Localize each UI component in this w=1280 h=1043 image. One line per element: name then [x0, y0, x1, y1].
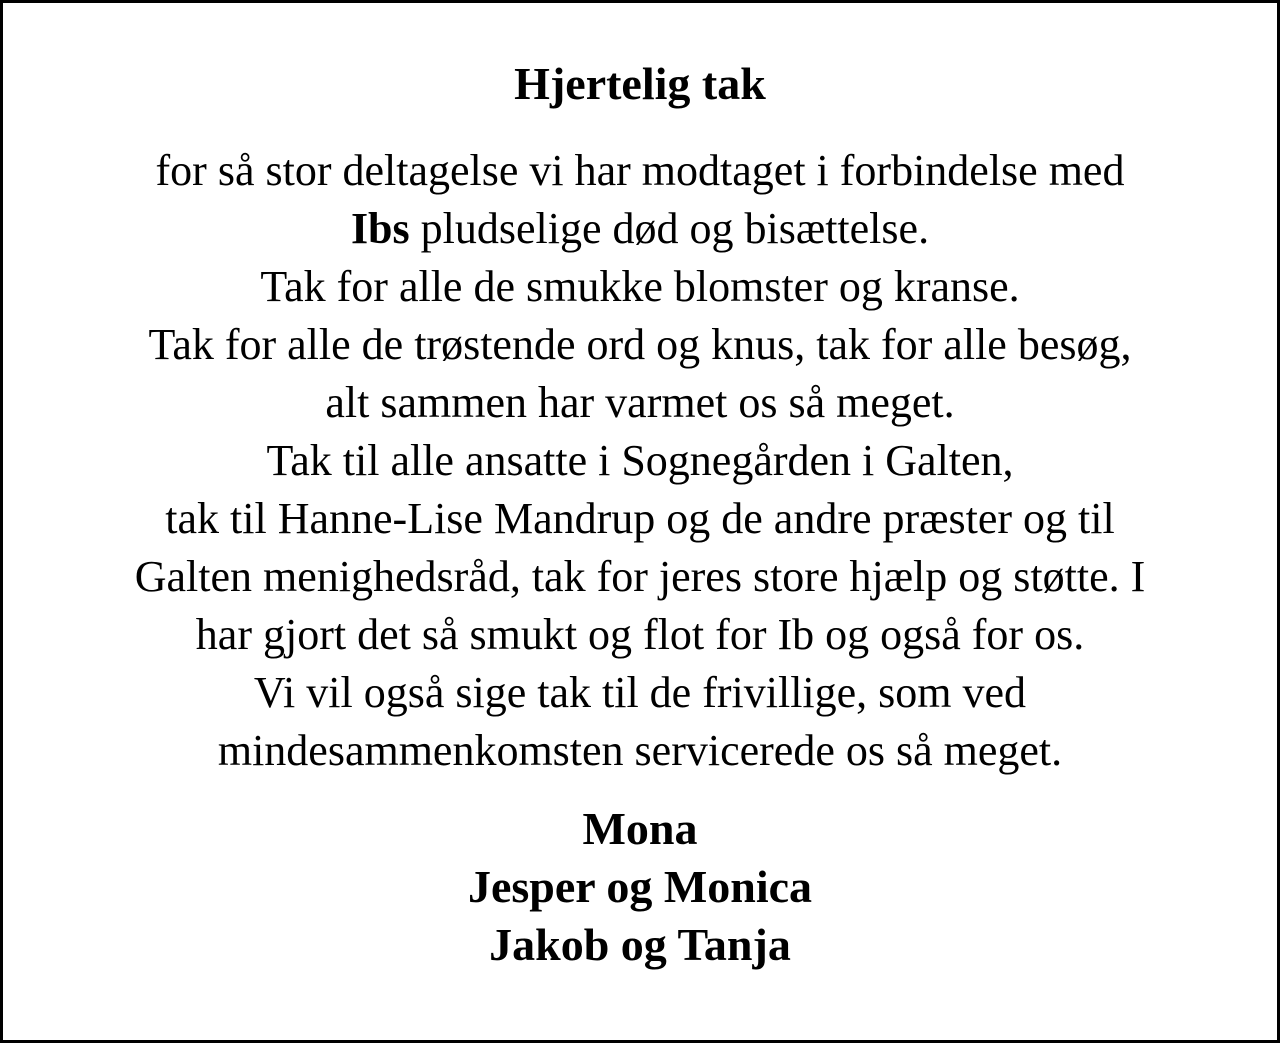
- body-line: mindesammenkomsten servicerede os så meget.: [217, 726, 1063, 775]
- body-line-rest: pludselige død og bisættelse.: [409, 204, 930, 253]
- body-line: Galten menighedsråd, tak for jeres store hjælp og støtte. I: [134, 552, 1146, 601]
- body-line: Tak for alle de smukke blomster og kranse.: [260, 262, 1020, 311]
- body-line: alt sammen har varmet os så meget.: [325, 378, 955, 427]
- body-line: har gjort det så smukt og flot for Ib og også for os.: [195, 610, 1085, 659]
- body-line: Tak til alle ansatte i Sognegården i Galten,: [266, 436, 1014, 485]
- deceased-name: Ibs: [350, 204, 410, 253]
- notice-body: [3, 142, 1277, 780]
- body-line: [3, 200, 1277, 258]
- signature-line: Mona: [582, 803, 698, 854]
- signatures: [3, 800, 1277, 974]
- body-line: for så stor deltagelse vi har modtaget i forbindelse med: [155, 146, 1125, 195]
- body-line: tak til Hanne-Lise Mandrup og de andre præster og til: [165, 494, 1115, 543]
- signature-line: Jesper og Monica: [467, 861, 813, 912]
- notice-title: Hjertelig tak: [514, 58, 766, 109]
- body-line: Tak for alle de trøstende ord og knus, tak for alle besøg,: [148, 320, 1132, 369]
- signature-line: Jakob og Tanja: [489, 919, 791, 970]
- body-line: Vi vil også sige tak til de frivillige, som ved: [253, 668, 1027, 717]
